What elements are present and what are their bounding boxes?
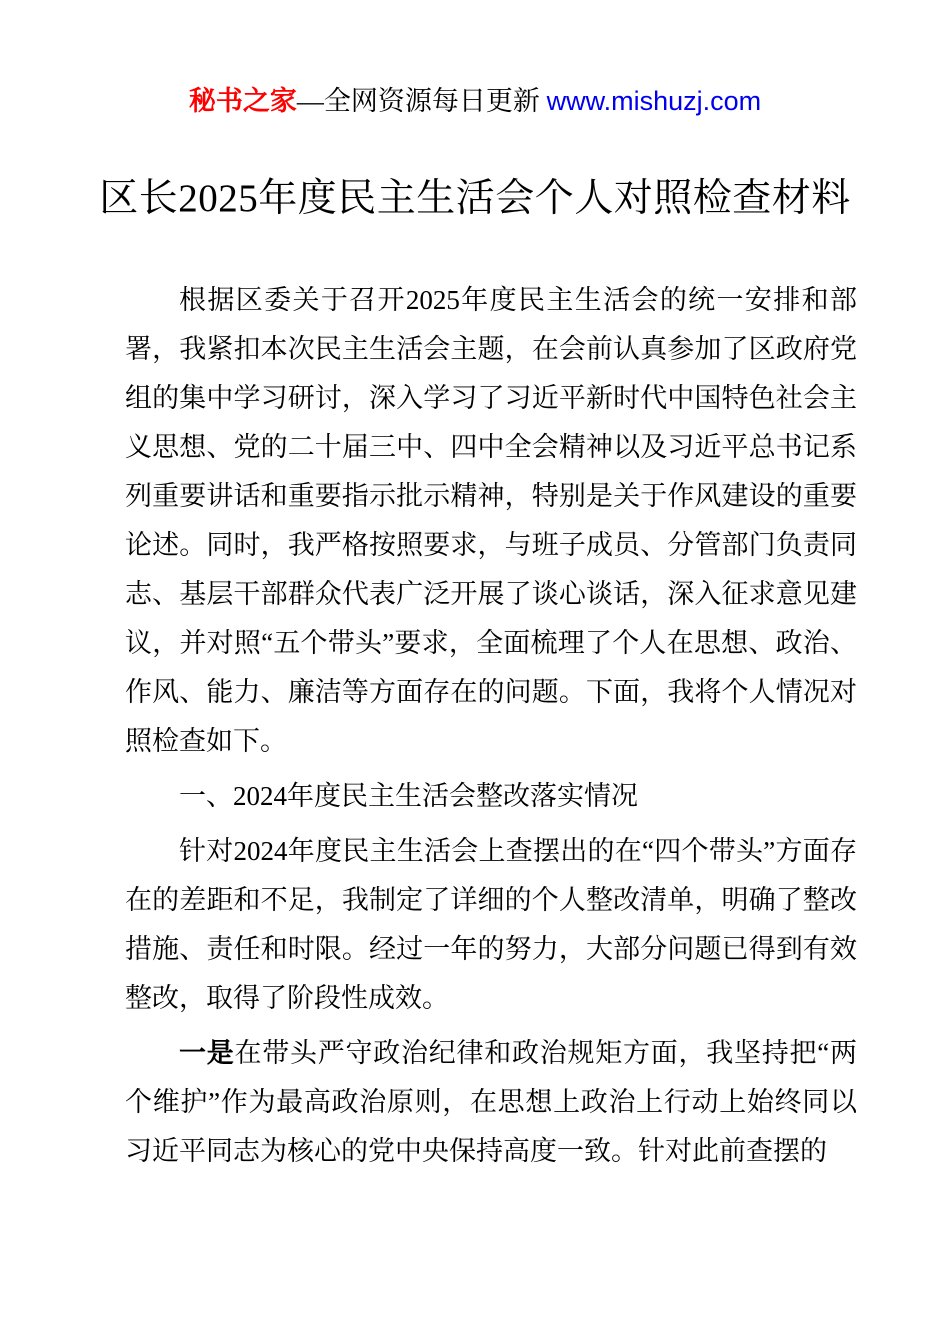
document-title: 区长2025年度民主生活会个人对照检查材料 (99, 177, 851, 220)
bold-lead: 一是 (179, 1038, 235, 1068)
section-heading: 一、2024年度民主生活会整改落实情况 (179, 781, 638, 811)
site-url-link[interactable]: www.mishuzj.com (546, 86, 762, 116)
intro-paragraph: 根据区委关于召开2025年度民主生活会的统一安排和部署，我紧扣本次民主生活会主题，在会前认真参加了区政府党组的集中学习研讨，深入学习了习近平新时代中国特色社会主义思想、党的二十届三中、四中全会精神以及习近平总书记系列重要讲话和重要指示批示精神，特别是关于作风建设的重要论述。同时，我严格按照要求，与班子成员、分管部门负责同志、基层干部群众代表广泛开展了谈心谈话，深入征求意见建议，并对照“五个带头”要求，全面梳理了个人在思想、政治、作风、能力、廉洁等方面存在的问题。下面，我将个人情况对照检查如下。 (125, 285, 857, 756)
document-body (125, 276, 857, 1176)
paragraph-text: 在带头严守政治纪律和政治规矩方面，我坚持把“两个维护”作为最高政治原则，在思想上政治上行动上始终同以习近平同志为核心的党中央保持高度一致。针对此前查摆的 (125, 1038, 858, 1166)
site-header (0, 0, 950, 116)
paragraph (125, 1029, 857, 1176)
brand-text: 秘书之家 (188, 86, 297, 116)
header-tagline: —全网资源每日更新 (296, 86, 547, 116)
paragraph: 针对2024年度民主生活会上查摆出的在“四个带头”方面存在的差距和不足，我制定了详细的个人整改清单，明确了整改措施、责任和时限。经过一年的努力，大部分问题已得到有效整改，取得了阶段性成效。 (125, 836, 857, 1013)
